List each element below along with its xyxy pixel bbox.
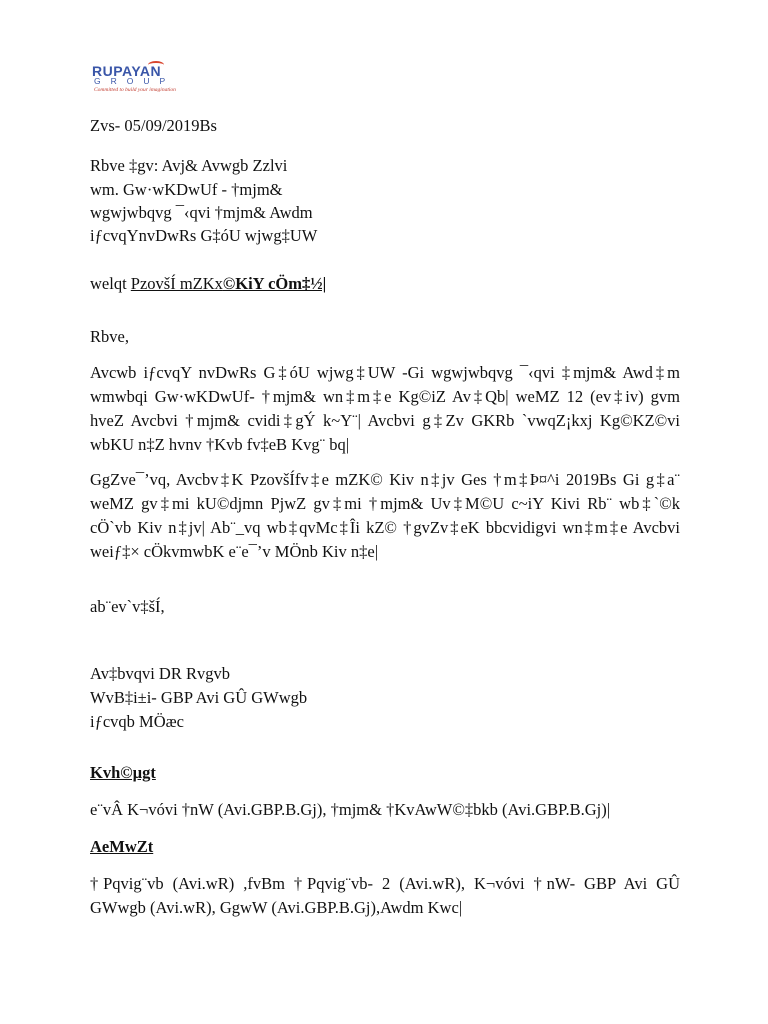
logo-wordmark: RUPAYAN [92,63,162,79]
company-logo [92,64,210,96]
para2-line-1: GgZve¯’vq, Avcbv‡K PzovšÍfv‡e mZK© Kiv n‡jv Ges †m‡Þ¤^i 2019Bs Gi g‡a¨ [90,470,680,489]
para1-line-4: wbKU n‡Z hvnv †Kvb fv‡eB Kvg¨ bq| [90,435,350,454]
letter-date: Zvs- 05/09/2019Bs [90,116,217,135]
logo-group-text: GROUP [94,76,176,86]
subject-text [131,274,326,293]
cc-line-2: GWwgb (Avi.wR), GgwW (Avi.GBP.B.Gj),Awdm Kwc| [90,898,463,917]
para2-line-3: cÖ`vb Kiv n‡jv| Ab¨_vq wb‡qvMc‡Îi kZ© †gvZv‡eK bbcvidigvi wn‡m‡e Avcbvi [90,518,680,537]
para1-line-3: hveZ Avcbvi †mjm& cvidi‡gÝ k~Y¨| Avcbvi g‡Zv GKRb `vwqZ¡kxj Kg©KZ©vi [90,411,680,430]
copy-text: e¨vÂ K¬vóvi †nW (Avi.GBP.B.Gj), †mjm& †KvAwW©‡bkb (Avi.GBP.B.Gj)| [90,800,610,819]
subject-line [90,274,326,294]
para2-line-2: weMZ gv‡mi kU©djmn PjwZ gv‡mi †mjm& Uv‡M©U c~iY Kivi Rb¨ wb‡`©k [90,494,680,513]
copy-heading: Kvh©µgt [90,763,156,782]
closing: ab¨ev`v‡šÍ, [90,597,165,616]
recipient-line-4: iƒcvqYnvDwRs G‡óU wjwg‡UW [90,226,318,245]
cc-heading: AeMwZt [90,837,154,856]
subject-prefix: welqt [90,274,131,293]
para1-line-1: Avcwb iƒcvqY nvDwRs G‡óU wjwg‡UW -Gi wgwjwbqvg ¯‹qvi ‡mjm& Awd‡m [90,363,680,382]
subject-bold: ©KiY cÖm‡½| [222,274,327,293]
logo-tagline: Committed to build your imagination [94,87,176,93]
recipient-line-1: Rbve ‡gv: Avj& Avwgb Zzlvi [90,156,288,175]
para1-line-2: wmwbqi Gw·wKDwUf- †mjm& wn‡m‡e Kg©iZ Av‡Qb| weMZ 12 (ev‡iv) gvm [90,387,680,406]
recipient-line-3: wgwjwbqvg ¯‹qvi †mjm& Awdm [90,203,313,222]
recipient-line-2: wm. Gw·wKDwUf - †mjm& [90,180,283,199]
signature-title: WvB‡i±i- GBP Avi GÛ GWwgb [90,688,308,707]
signature-company: iƒcvqb MÖæc [90,712,184,731]
salutation: Rbve, [90,327,129,346]
para2-line-4: weiƒ‡× cÖkvmwbK e¨e¯’v MÖnb Kiv n‡e| [90,542,379,561]
cc-line-1: †Pqvig¨vb (Avi.wR) ,fvBm †Pqvig¨vb- 2 (Avi.wR), K¬vóvi †nW- GBP Avi GÛ [90,874,680,893]
subject-plain: PzovšÍ mZKx [130,274,223,293]
signature-name: Av‡bvqvi DR Rvgvb [90,664,230,683]
